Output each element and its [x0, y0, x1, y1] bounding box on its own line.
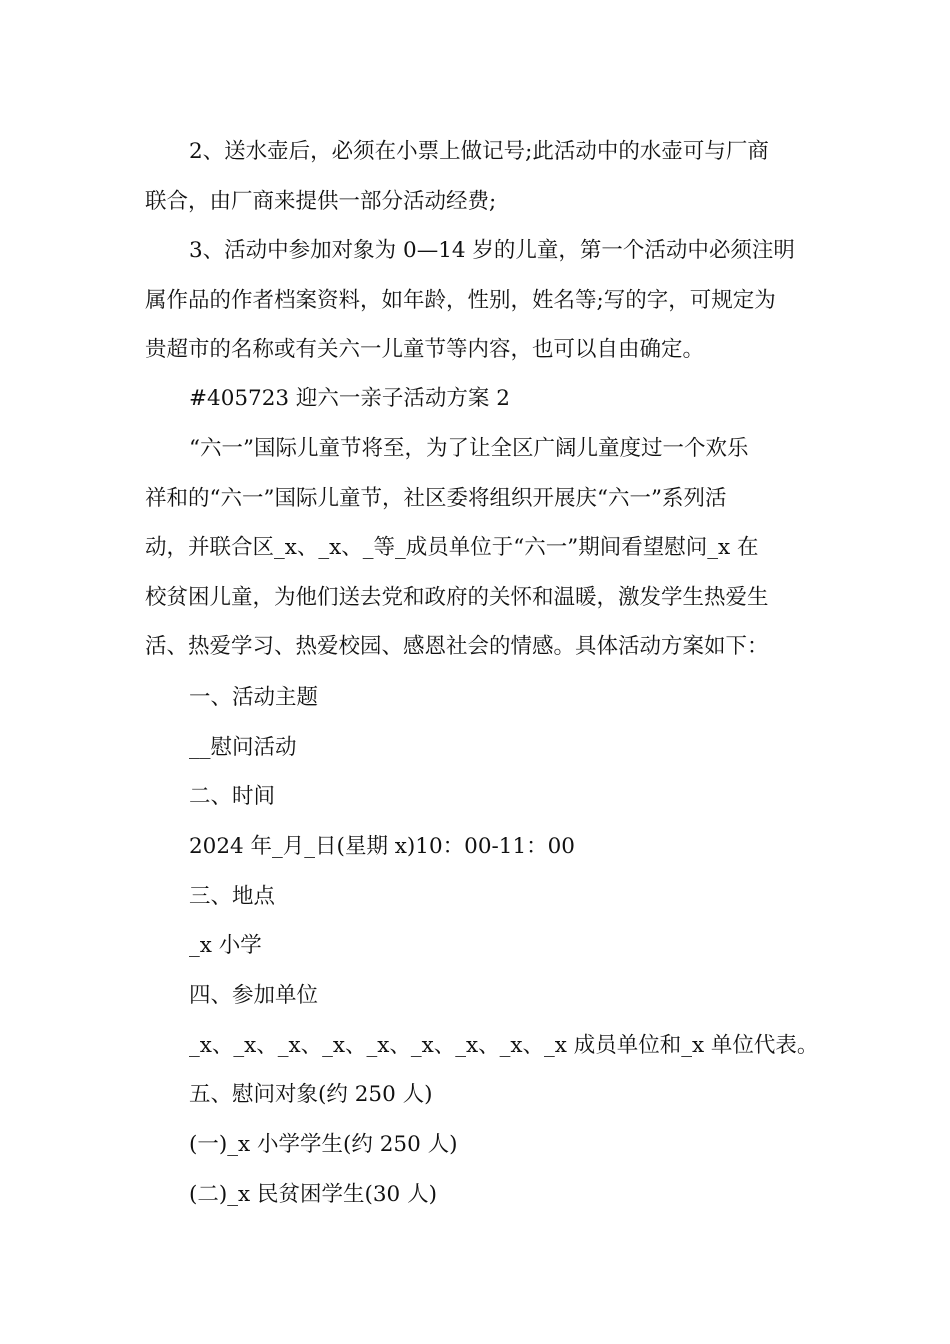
text-line: 校贫困儿童，为他们送去党和政府的关怀和温暖，激发学生热爱生 [145, 584, 769, 610]
paragraph-participants [145, 226, 810, 375]
text-line: 贵超市的名称或有关六一儿童节等内容，也可以自由确定。 [145, 337, 705, 363]
text-line: 祥和的“六一”国际儿童节，社区委将组织开展庆“六一”系列活 [145, 485, 727, 511]
text-line: 属作品的作者档案资料，如年龄，性别，姓名等;写的字，可规定为 [145, 287, 776, 313]
paragraph-water-kettle [145, 127, 810, 226]
text-line: 3、活动中参加对象为 0—14 岁的儿童，第一个活动中必须注明 [189, 238, 795, 263]
text-participating-units: _x、_x、_x、_x、_x、_x、_x、_x、_x 成员单位和_x 单位代表。 [189, 1033, 819, 1058]
heading-participating-units: 四、参加单位 [189, 983, 319, 1008]
heading-location: 三、地点 [189, 884, 276, 909]
text-line: 动，并联合区_x、_x、_等_成员单位于“六一”期间看望慰问_x 在 [145, 535, 759, 561]
text-time: 2024 年_月_日(星期 x)10：00-11：00 [189, 834, 575, 859]
heading-visit-targets: 五、慰问对象(约 250 人) [189, 1082, 433, 1107]
text-line: 活、热爱学习、热爱校园、感恩社会的情感。具体活动方案如下： [145, 634, 769, 660]
text-activity-theme: __慰问活动 [189, 735, 297, 760]
heading-activity-theme: 一、活动主题 [189, 685, 319, 710]
text-line: 2、送水壶后，必须在小票上做记号;此活动中的水壶可与厂商 [189, 139, 769, 164]
paragraph-intro [145, 424, 810, 672]
text-line: 联合，由厂商来提供一部分活动经费; [145, 188, 497, 214]
section-heading: #405723 迎六一亲子活动方案 2 [189, 386, 510, 411]
text-visit-target-2: (二)_x 民贫困学生(30 人) [189, 1182, 437, 1207]
text-location: _x 小学 [189, 933, 262, 958]
heading-time: 二、时间 [189, 784, 276, 809]
text-visit-target-1: (一)_x 小学学生(约 250 人) [189, 1132, 458, 1157]
text-line: “六一”国际儿童节将至，为了让全区广阔儿童度过一个欢乐 [189, 436, 749, 461]
